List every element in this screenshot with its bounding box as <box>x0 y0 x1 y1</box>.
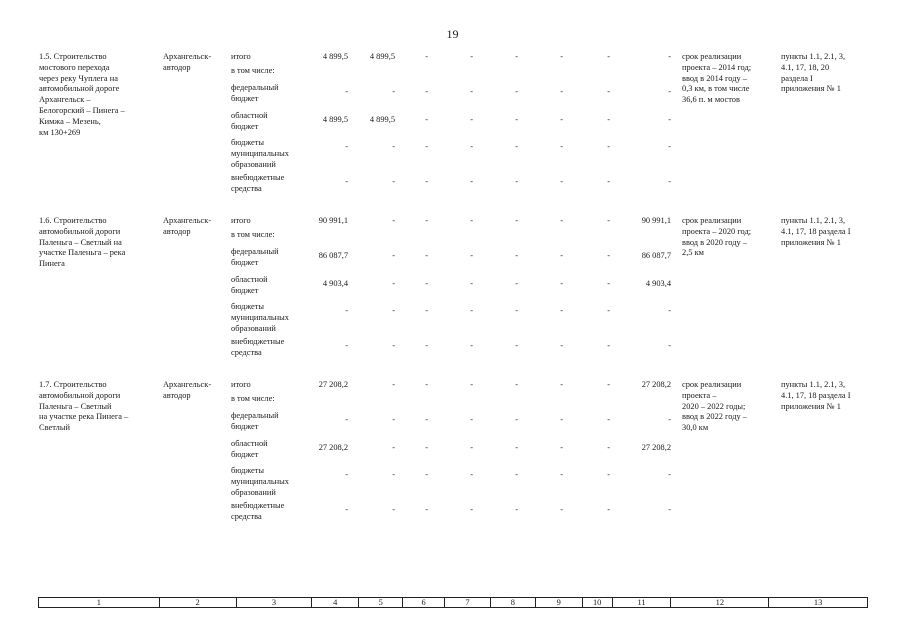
source-federal: федеральный <box>231 411 279 420</box>
measure-name: автомобильной дороги <box>39 390 121 400</box>
source-including: в том числе: <box>231 230 275 239</box>
executor: Архангельск- <box>163 380 212 389</box>
value-c9: - <box>560 341 563 350</box>
value-c6: - <box>425 470 428 479</box>
value-col11: - <box>668 505 671 514</box>
value-col4: - <box>345 87 348 96</box>
value-col4: 86 087,7 <box>318 251 348 260</box>
expected-result: проекта – <box>682 390 717 400</box>
value-c10: - <box>607 505 610 514</box>
source-total: итого <box>231 380 251 389</box>
value-col11: - <box>668 142 671 151</box>
expected-result: ввод в 2022 году – <box>682 412 747 422</box>
value-c10: - <box>607 251 610 260</box>
source-municipal: образований <box>231 487 276 497</box>
value-col4: - <box>345 505 348 514</box>
value-c9: - <box>560 87 563 96</box>
value-col5: - <box>392 142 395 151</box>
measure-name: участке Паленьга – река <box>39 248 126 258</box>
source-federal: бюджет <box>231 257 259 267</box>
measure-name: 1.5. Строительство <box>39 52 107 61</box>
source-total: итого <box>231 52 251 61</box>
source-municipal: муниципальных <box>231 148 289 158</box>
measure-name: Пинега <box>39 259 65 269</box>
value-col11: - <box>668 415 671 424</box>
value-col5: - <box>392 380 395 389</box>
executor: Архангельск- <box>163 216 212 225</box>
value-c7: - <box>470 415 473 424</box>
measure-name: через реку Чуплега на <box>39 73 118 83</box>
indicator-reference: пункты 1.1, 2.1, 3, <box>781 380 846 389</box>
source-offbudget: средства <box>231 183 262 193</box>
indicator-reference: приложения № 1 <box>781 401 841 411</box>
expected-result: срок реализации <box>682 52 742 61</box>
source-federal: бюджет <box>231 93 259 103</box>
expected-result: 0,3 км, в том числе <box>682 84 750 94</box>
value-c9: - <box>560 251 563 260</box>
value-col11: - <box>668 341 671 350</box>
source-regional: областной <box>231 275 268 284</box>
column-number-8: 8 <box>491 598 536 607</box>
source-total: итого <box>231 216 251 225</box>
source-federal: федеральный <box>231 83 279 92</box>
measure-name: Кимжа – Мезень, <box>39 116 101 126</box>
source-municipal: бюджеты <box>231 466 265 475</box>
column-number-11: 11 <box>613 598 672 607</box>
value-c9: - <box>560 380 563 389</box>
value-c9: - <box>560 306 563 315</box>
indicator-reference: приложения № 1 <box>781 237 841 247</box>
value-c10: - <box>607 216 610 225</box>
value-c6: - <box>425 279 428 288</box>
value-col5: - <box>392 216 395 225</box>
measure-name: 1.6. Строительство <box>39 216 107 225</box>
value-c10: - <box>607 380 610 389</box>
value-c6: - <box>425 443 428 452</box>
value-c9: - <box>560 505 563 514</box>
value-c7: - <box>470 216 473 225</box>
value-col11: - <box>668 177 671 186</box>
source-offbudget: внебюджетные <box>231 173 285 182</box>
indicator-reference: пункты 1.1, 2.1, 3, <box>781 216 846 225</box>
column-number-9: 9 <box>536 598 583 607</box>
value-c6: - <box>425 251 428 260</box>
column-number-2: 2 <box>160 598 237 607</box>
value-c10: - <box>607 142 610 151</box>
expected-result: срок реализации <box>682 380 742 389</box>
value-c7: - <box>470 505 473 514</box>
source-municipal: образований <box>231 159 276 169</box>
value-c9: - <box>560 470 563 479</box>
source-regional: бюджет <box>231 285 259 295</box>
source-municipal: бюджеты <box>231 302 265 311</box>
value-c6: - <box>425 177 428 186</box>
value-c9: - <box>560 52 563 61</box>
value-c7: - <box>470 52 473 61</box>
measure-name: Архангельск – <box>39 95 91 105</box>
value-col11: - <box>668 470 671 479</box>
value-col5: - <box>392 470 395 479</box>
value-c8: - <box>515 279 518 288</box>
value-col5: - <box>392 306 395 315</box>
indicator-reference: приложения № 1 <box>781 84 841 94</box>
expected-result: ввод в 2020 году – <box>682 237 747 247</box>
value-c6: - <box>425 415 428 424</box>
value-col4: - <box>345 341 348 350</box>
indicator-reference: раздела I <box>781 73 813 83</box>
value-c8: - <box>515 341 518 350</box>
value-col4: - <box>345 306 348 315</box>
value-c8: - <box>515 443 518 452</box>
value-col4: - <box>345 177 348 186</box>
value-col11: - <box>668 306 671 315</box>
value-c8: - <box>515 115 518 124</box>
value-c6: - <box>425 142 428 151</box>
expected-result: проекта – 2020 год; <box>682 226 752 236</box>
value-c7: - <box>470 306 473 315</box>
source-regional: областной <box>231 111 268 120</box>
value-col5: - <box>392 251 395 260</box>
source-municipal: муниципальных <box>231 312 289 322</box>
value-c6: - <box>425 341 428 350</box>
source-regional: областной <box>231 439 268 448</box>
value-c6: - <box>425 87 428 96</box>
measure-name: на участке река Пинега – <box>39 412 129 422</box>
value-col5: - <box>392 505 395 514</box>
column-number-3: 3 <box>237 598 313 607</box>
value-col5: - <box>392 177 395 186</box>
source-federal: федеральный <box>231 247 279 256</box>
value-c9: - <box>560 415 563 424</box>
value-col4: 4 903,4 <box>322 279 348 288</box>
expected-result: проекта – 2014 год; <box>682 62 752 72</box>
measure-name: Светлый <box>39 423 70 433</box>
value-c7: - <box>470 142 473 151</box>
value-c7: - <box>470 443 473 452</box>
value-c10: - <box>607 470 610 479</box>
expected-result: 30,0 км <box>682 423 709 433</box>
measure-name: Белогорский – Пинега – <box>39 106 125 115</box>
indicator-reference: пункты 1.1, 2.1, 3, <box>781 52 846 61</box>
value-c7: - <box>470 115 473 124</box>
expected-result: 2020 – 2022 годы; <box>682 401 746 411</box>
measure-name: Паленьга – Светлый <box>39 401 112 411</box>
value-c8: - <box>515 306 518 315</box>
value-col11: 90 991,1 <box>641 216 671 225</box>
value-col11: 27 208,2 <box>641 443 671 452</box>
source-regional: бюджет <box>231 449 259 459</box>
value-c9: - <box>560 443 563 452</box>
measure-name: км 130+269 <box>39 127 81 137</box>
column-number-4: 4 <box>312 598 359 607</box>
source-municipal: образований <box>231 323 276 333</box>
value-col11: - <box>668 52 671 61</box>
value-col5: - <box>392 279 395 288</box>
value-c6: - <box>425 216 428 225</box>
indicator-reference: 4.1, 17, 18, 20 <box>781 62 830 72</box>
value-c8: - <box>515 470 518 479</box>
value-c6: - <box>425 115 428 124</box>
value-c8: - <box>515 87 518 96</box>
column-number-13: 13 <box>813 598 823 607</box>
value-c10: - <box>607 341 610 350</box>
value-col5: 4 899,5 <box>369 115 395 124</box>
value-c7: - <box>470 87 473 96</box>
value-c10: - <box>607 177 610 186</box>
value-c9: - <box>560 216 563 225</box>
executor: автодор <box>163 62 191 72</box>
indicator-reference: 4.1, 17, 18 раздела I <box>781 390 851 400</box>
value-c7: - <box>470 251 473 260</box>
value-col5: - <box>392 443 395 452</box>
measure-name: 1.7. Строительство <box>39 380 107 389</box>
value-col5: - <box>392 415 395 424</box>
value-col11: - <box>668 115 671 124</box>
source-including: в том числе: <box>231 394 275 403</box>
value-col5: - <box>392 341 395 350</box>
value-c10: - <box>607 87 610 96</box>
page-number: 19 <box>446 27 459 41</box>
value-col4: - <box>345 142 348 151</box>
value-c10: - <box>607 443 610 452</box>
value-col11: 4 903,4 <box>645 279 671 288</box>
expected-result: 36,6 п. м мостов <box>682 95 740 105</box>
value-c7: - <box>470 470 473 479</box>
indicator-reference: 4.1, 17, 18 раздела I <box>781 226 851 236</box>
value-c8: - <box>515 142 518 151</box>
value-c8: - <box>515 251 518 260</box>
value-c6: - <box>425 505 428 514</box>
value-c10: - <box>607 279 610 288</box>
source-offbudget: средства <box>231 511 262 521</box>
source-federal: бюджет <box>231 421 259 431</box>
value-c9: - <box>560 177 563 186</box>
value-col4: 4 899,5 <box>322 115 348 124</box>
source-offbudget: внебюджетные <box>231 501 285 510</box>
source-regional: бюджет <box>231 121 259 131</box>
expected-result: срок реализации <box>682 216 742 225</box>
column-number-6: 6 <box>403 598 445 607</box>
value-c10: - <box>607 306 610 315</box>
column-number-1: 1 <box>39 598 160 607</box>
measure-name: автомобильной дороги <box>39 226 121 236</box>
value-col4: 4 899,5 <box>322 52 348 61</box>
executor: автодор <box>163 390 191 400</box>
value-c7: - <box>470 279 473 288</box>
measure-name: Паленьга – Светлый на <box>39 237 122 247</box>
column-number-row <box>38 597 868 608</box>
measure-name: автомобильной дороге <box>39 84 120 94</box>
value-c7: - <box>470 380 473 389</box>
value-col5: 4 899,5 <box>369 52 395 61</box>
measure-name: мостового перехода <box>39 62 110 72</box>
value-c8: - <box>515 216 518 225</box>
source-municipal: муниципальных <box>231 476 289 486</box>
column-number-5: 5 <box>359 598 403 607</box>
value-col4: 27 208,2 <box>318 380 348 389</box>
value-col5: - <box>392 87 395 96</box>
value-c7: - <box>470 341 473 350</box>
value-c8: - <box>515 52 518 61</box>
column-number-7: 7 <box>445 598 491 607</box>
value-col4: - <box>345 415 348 424</box>
source-municipal: бюджеты <box>231 138 265 147</box>
value-c8: - <box>515 415 518 424</box>
source-including: в том числе: <box>231 66 275 75</box>
value-c10: - <box>607 115 610 124</box>
value-c7: - <box>470 177 473 186</box>
value-c6: - <box>425 380 428 389</box>
value-c9: - <box>560 279 563 288</box>
column-number-12: 12 <box>671 598 769 607</box>
executor: автодор <box>163 226 191 236</box>
value-c6: - <box>425 52 428 61</box>
expected-result: 2,5 км <box>682 248 704 258</box>
executor: Архангельск- <box>163 52 212 61</box>
value-c9: - <box>560 115 563 124</box>
value-c10: - <box>607 52 610 61</box>
column-number-10: 10 <box>583 598 613 607</box>
source-offbudget: внебюджетные <box>231 337 285 346</box>
value-c10: - <box>607 415 610 424</box>
value-col4: 27 208,2 <box>318 443 348 452</box>
value-c8: - <box>515 380 518 389</box>
value-col4: - <box>345 470 348 479</box>
value-col4: 90 991,1 <box>318 216 348 225</box>
value-col11: 27 208,2 <box>641 380 671 389</box>
value-col11: 86 087,7 <box>641 251 671 260</box>
value-c6: - <box>425 306 428 315</box>
value-c8: - <box>515 177 518 186</box>
value-col11: - <box>668 87 671 96</box>
value-c9: - <box>560 142 563 151</box>
expected-result: ввод в 2014 году – <box>682 73 747 83</box>
source-offbudget: средства <box>231 347 262 357</box>
value-c8: - <box>515 505 518 514</box>
